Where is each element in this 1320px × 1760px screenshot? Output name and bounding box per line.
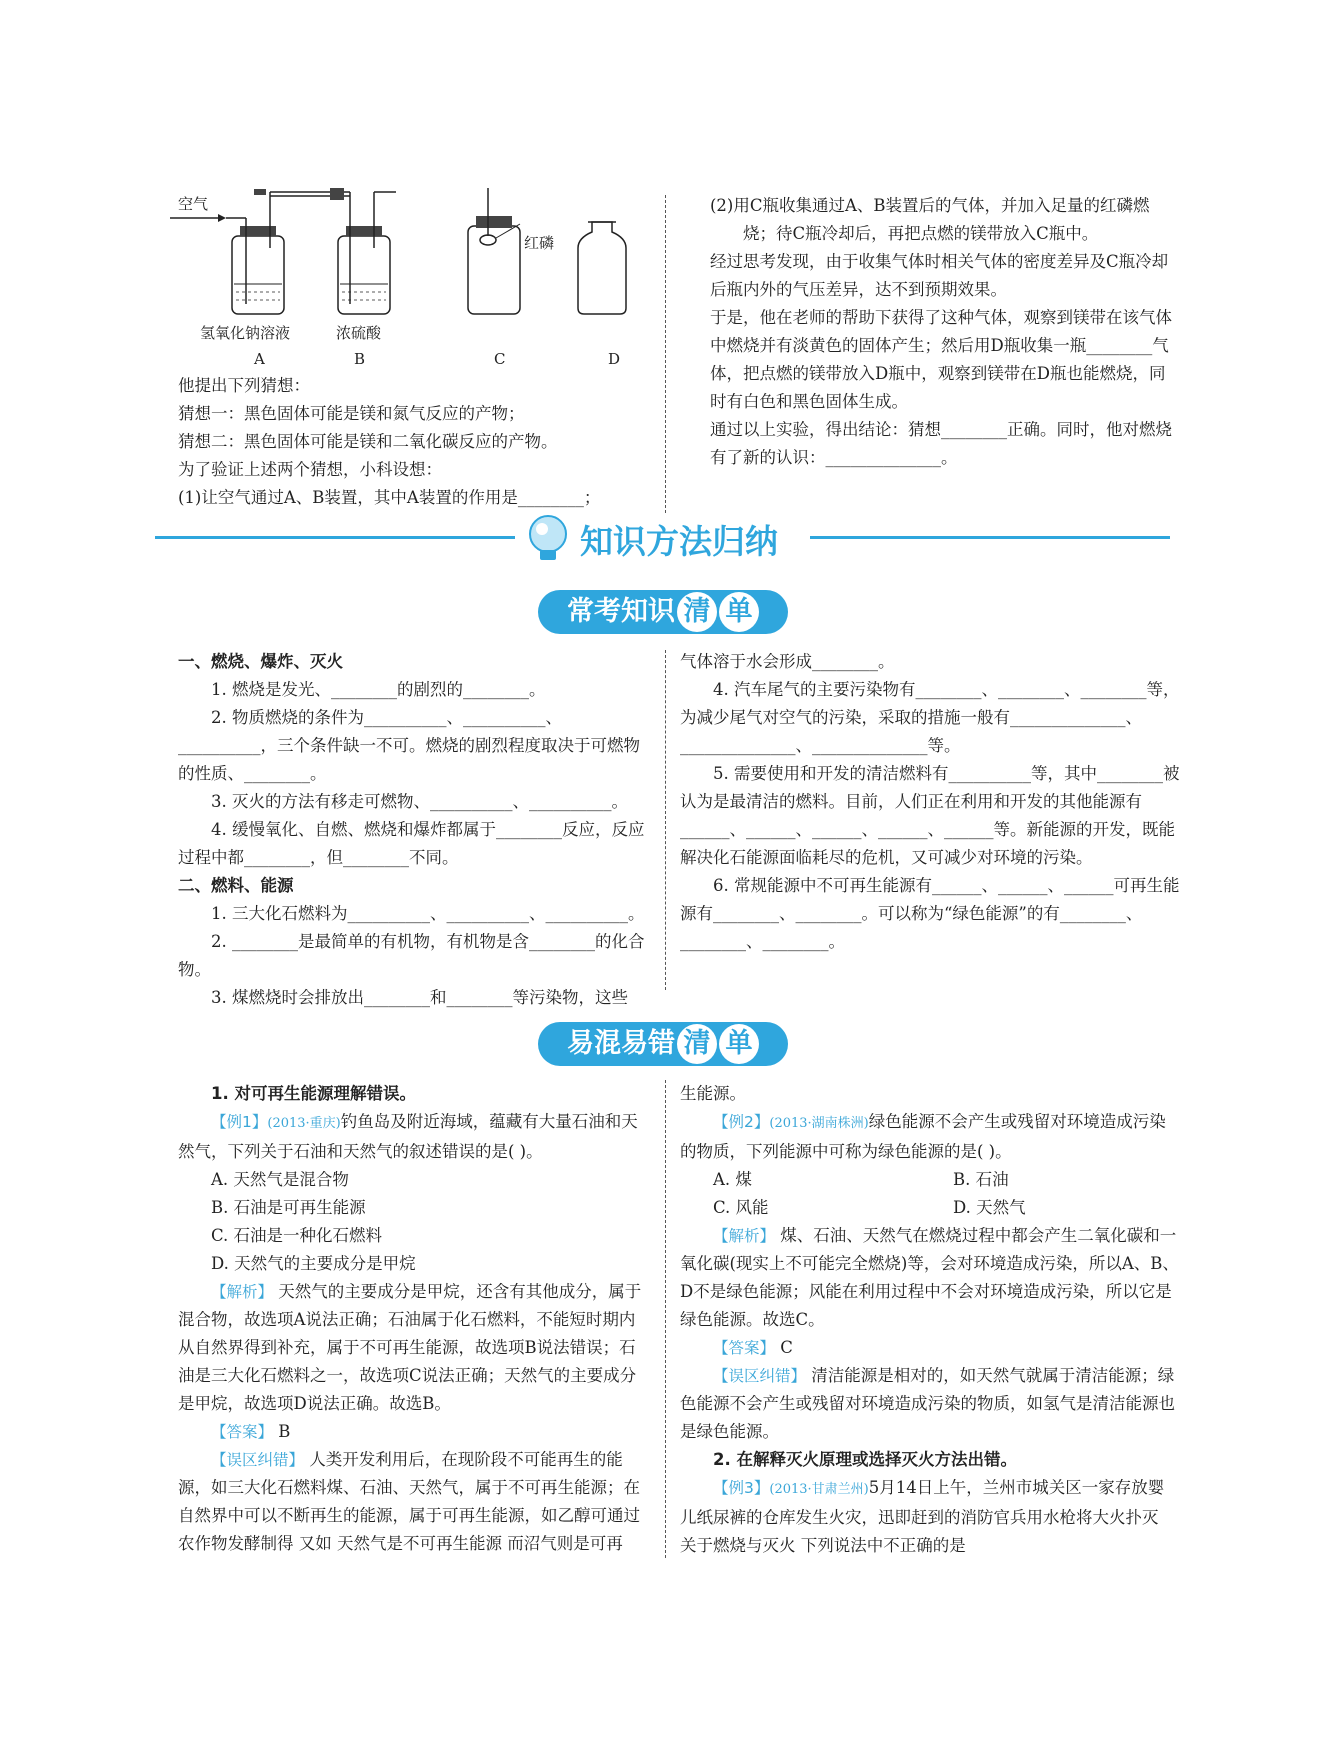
example-2-options-row2 — [680, 1194, 1180, 1222]
title-line-left — [155, 536, 515, 539]
knowledge-left-column — [178, 648, 648, 1012]
letter-c: C — [494, 350, 506, 368]
letter-b: B — [354, 350, 366, 368]
knowledge-item: 1. 三大化石燃料为__________、__________、__________。 — [211, 904, 645, 923]
knowledge-item: 1. 燃烧是发光、________的剧烈的________。 — [211, 680, 546, 699]
example-2 — [680, 1108, 1180, 1166]
knowledge-heading: 二、燃料、能源 — [178, 876, 294, 895]
conclusion: 通过以上实验，得出结论：猜想________正确。同时，他对燃烧有了新的认识：______________。 — [710, 420, 1172, 467]
mistakes-divider — [665, 1080, 666, 1558]
error-tag: 【误区纠错】 — [713, 1367, 807, 1385]
example-2-option-d: D. 天然气 — [953, 1198, 1026, 1217]
continuation-text: 生能源。 — [680, 1084, 746, 1103]
example-2-source: (2013·湖南株洲) — [769, 1116, 869, 1131]
section-title: 知识方法归纳 — [580, 522, 778, 561]
example-3-text: 5月14日上午，兰州市城关区一家存放婴儿纸尿裤的仓库发生火灾，迅即赶到的消防官兵用水枪将大火扑灭 关于燃烧与灭火 下列说法中不正确的是 — [680, 1478, 1165, 1555]
step-two: (2)用C瓶收集通过A、B装置后的气体，并加入足量的红磷燃烧；待C瓶冷却后，再把点燃的镁带放入C瓶中。 — [710, 196, 1150, 243]
knowledge-divider — [665, 650, 666, 990]
example-1-option-c: C. 石油是一种化石燃料 — [211, 1226, 383, 1245]
error-text: 清洁能源是相对的，如天然气就属于清洁能源；绿色能源不会产生或残留对环境造成污染的物质，如氢气是清洁能源也是绿色能源。 — [680, 1366, 1175, 1441]
example-2-option-a: A. 煤 — [713, 1170, 752, 1189]
error-tag: 【误区纠错】 — [211, 1451, 305, 1469]
example-1-option-d: D. 天然气的主要成分是甲烷 — [211, 1254, 416, 1273]
example-2-options-row1 — [680, 1166, 1180, 1194]
banner-mistakes-char2: 单 — [719, 1024, 759, 1064]
step-one: (1)让空气通过A、B装置，其中A装置的作用是________； — [178, 488, 601, 507]
mistake-heading-1: 1. 对可再生能源理解错误。 — [211, 1084, 416, 1103]
example-2-option-c: C. 风能 — [713, 1198, 769, 1217]
bottle-d — [578, 222, 626, 314]
example-1 — [178, 1108, 648, 1166]
knowledge-item: 4. 汽车尾气的主要污染物有________、________、________等，为减少尾气对空气的污染，采取的措施一般有______________、______________、______________等。 — [680, 680, 1180, 755]
banner-knowledge — [538, 590, 788, 634]
top-right-column — [710, 192, 1180, 472]
mistake-heading-2: 2. 在解释灭火原理或选择灭火方法出错。 — [713, 1450, 1017, 1469]
letter-a: A — [254, 350, 265, 368]
example-2-text: 绿色能源不会产生或残留对环境造成污染的物质，下列能源中可称为绿色能源的是( )。 — [680, 1112, 1166, 1161]
example-2-tag: 【例2】 — [713, 1113, 770, 1131]
knowledge-item: 4. 缓慢氧化、自燃、燃烧和爆炸都属于________反应，反应过程中都________，但________不同。 — [178, 820, 645, 867]
banner-mistakes — [538, 1022, 788, 1066]
example-1-source: (2013·重庆) — [267, 1116, 341, 1131]
answer-tag: 【答案】 — [713, 1339, 776, 1357]
knowledge-item: 5. 需要使用和开发的清洁燃料有__________等，其中________被认为是最清洁的燃料。目前，人们正在利用和开发的其他能源有______、______、______、______、______等。新能源的开发，既能解决化石能源面临耗尽的危机，又可减少对环境的污染。 — [680, 764, 1180, 867]
answer-tag: 【答案】 — [211, 1423, 274, 1441]
bottle-a-label: 氢氧化钠溶液 — [200, 324, 291, 342]
top-divider — [665, 195, 666, 513]
example-1-text: 钓鱼岛及附近海域，蕴藏有大量石油和天然气，下列关于石油和天然气的叙述错误的是( )。 — [178, 1112, 638, 1161]
verify-plan: 为了验证上述两个猜想，小科设想： — [178, 460, 442, 479]
example-3-tag: 【例3】 — [713, 1479, 770, 1497]
example-1-option-a: A. 天然气是混合物 — [211, 1170, 349, 1189]
knowledge-right-column — [680, 648, 1180, 956]
example-3-source: (2013·甘肃兰州) — [769, 1482, 869, 1497]
air-label: 空气 — [178, 195, 209, 213]
top-left-column — [178, 372, 648, 512]
bulb-icon — [522, 512, 574, 564]
example-3 — [680, 1474, 1180, 1560]
analysis-text: 煤、石油、天然气在燃烧过程中都会产生二氧化碳和一氧化碳(现实上不可能完全燃烧)等，会对环境造成污染，所以A、B、D不是绿色能源；风能在利用过程中不会对环境造成污染，所以它是绿色能源。故选C。 — [680, 1226, 1179, 1329]
example-2-analysis — [680, 1222, 1180, 1334]
example-1-tag: 【例1】 — [211, 1113, 268, 1131]
analysis-tag: 【解析】 — [211, 1283, 274, 1301]
hypothesis-two: 猜想二：黑色固体可能是镁和二氧化碳反应的产物。 — [178, 432, 558, 451]
knowledge-heading: 一、燃烧、爆炸、灭火 — [178, 652, 343, 671]
bottle-b — [338, 192, 396, 314]
mistakes-right-column — [680, 1080, 1180, 1560]
red-phosphorus-label: 红磷 — [524, 234, 555, 252]
knowledge-item: 气体溶于水会形成________。 — [680, 652, 895, 671]
further-experiment: 于是，他在老师的帮助下获得了这种气体，观察到镁带在该气体中燃烧并有淡黄色的固体产生；然后用D瓶收集一瓶________气体，把点燃的镁带放入D瓶中，观察到镁带在D瓶也能燃烧，同时有白色和黑色固体生成。 — [710, 308, 1172, 411]
example-2-answer — [680, 1334, 1180, 1362]
bottle-b-label: 浓硫酸 — [336, 324, 382, 342]
banner-knowledge-text: 常考知识 — [567, 596, 675, 627]
error-correction-2 — [680, 1362, 1180, 1446]
example-2-option-b: B. 石油 — [953, 1170, 1009, 1189]
knowledge-item: 3. 灭火的方法有移走可燃物、__________、__________。 — [211, 792, 628, 811]
knowledge-item: 2. 物质燃烧的条件为__________、__________、__________，三个条件缺一不可。燃烧的剧烈程度取决于可燃物的性质、________。 — [178, 708, 640, 783]
reflection: 经过思考发现，由于收集气体时相关气体的密度差异及C瓶冷却后瓶内外的气压差异，达不到预期效果。 — [710, 252, 1169, 299]
banner-mistakes-char1: 清 — [677, 1024, 717, 1064]
apparatus-figure — [170, 188, 640, 378]
knowledge-item: 3. 煤燃烧时会排放出________和________等污染物，这些 — [211, 988, 628, 1007]
knowledge-item: 6. 常规能源中不可再生能源有______、______、______可再生能源有________、________。可以称为“绿色能源”的有________、________、________。 — [680, 876, 1180, 951]
answer-value: B — [278, 1422, 291, 1441]
banner-mistakes-text: 易混易错 — [567, 1028, 675, 1059]
example-1-option-b: B. 石油是可再生能源 — [211, 1198, 366, 1217]
analysis-text: 天然气的主要成分是甲烷，还含有其他成分，属于混合物，故选项A说法正确；石油属于化石燃料，不能短时期内从自然界得到补充，属于不可再生能源，故选项B说法错误；石油是三大化石燃料之一，故选项C说法正确；天然气的主要成分是甲烷，故选项D说法正确。故选B。 — [178, 1282, 642, 1413]
hypothesis-intro: 他提出下列猜想： — [178, 376, 310, 395]
banner-knowledge-char1: 清 — [677, 592, 717, 632]
example-1-analysis — [178, 1278, 648, 1418]
letter-d: D — [608, 350, 621, 368]
answer-value: C — [780, 1338, 793, 1357]
example-1-answer — [178, 1418, 648, 1446]
hypothesis-one: 猜想一：黑色固体可能是镁和氮气反应的产物； — [178, 404, 525, 423]
knowledge-item: 2. ________是最简单的有机物，有机物是含________的化合物。 — [178, 932, 645, 979]
bottle-c — [468, 188, 520, 314]
analysis-tag: 【解析】 — [713, 1227, 776, 1245]
error-correction-1 — [178, 1446, 648, 1558]
mistakes-left-column — [178, 1080, 648, 1558]
banner-knowledge-char2: 单 — [719, 592, 759, 632]
title-line-right — [810, 536, 1170, 539]
error-text: 人类开发利用后，在现阶段不可能再生的能源，如三大化石燃料煤、石油、天然气，属于不可再生能源；在自然界中可以不断再生的能源，属于可再生能源，如乙醇可通过农作物发酵制得 又如 天然气是不可再生能源 而沼气则是可再 — [178, 1450, 640, 1553]
